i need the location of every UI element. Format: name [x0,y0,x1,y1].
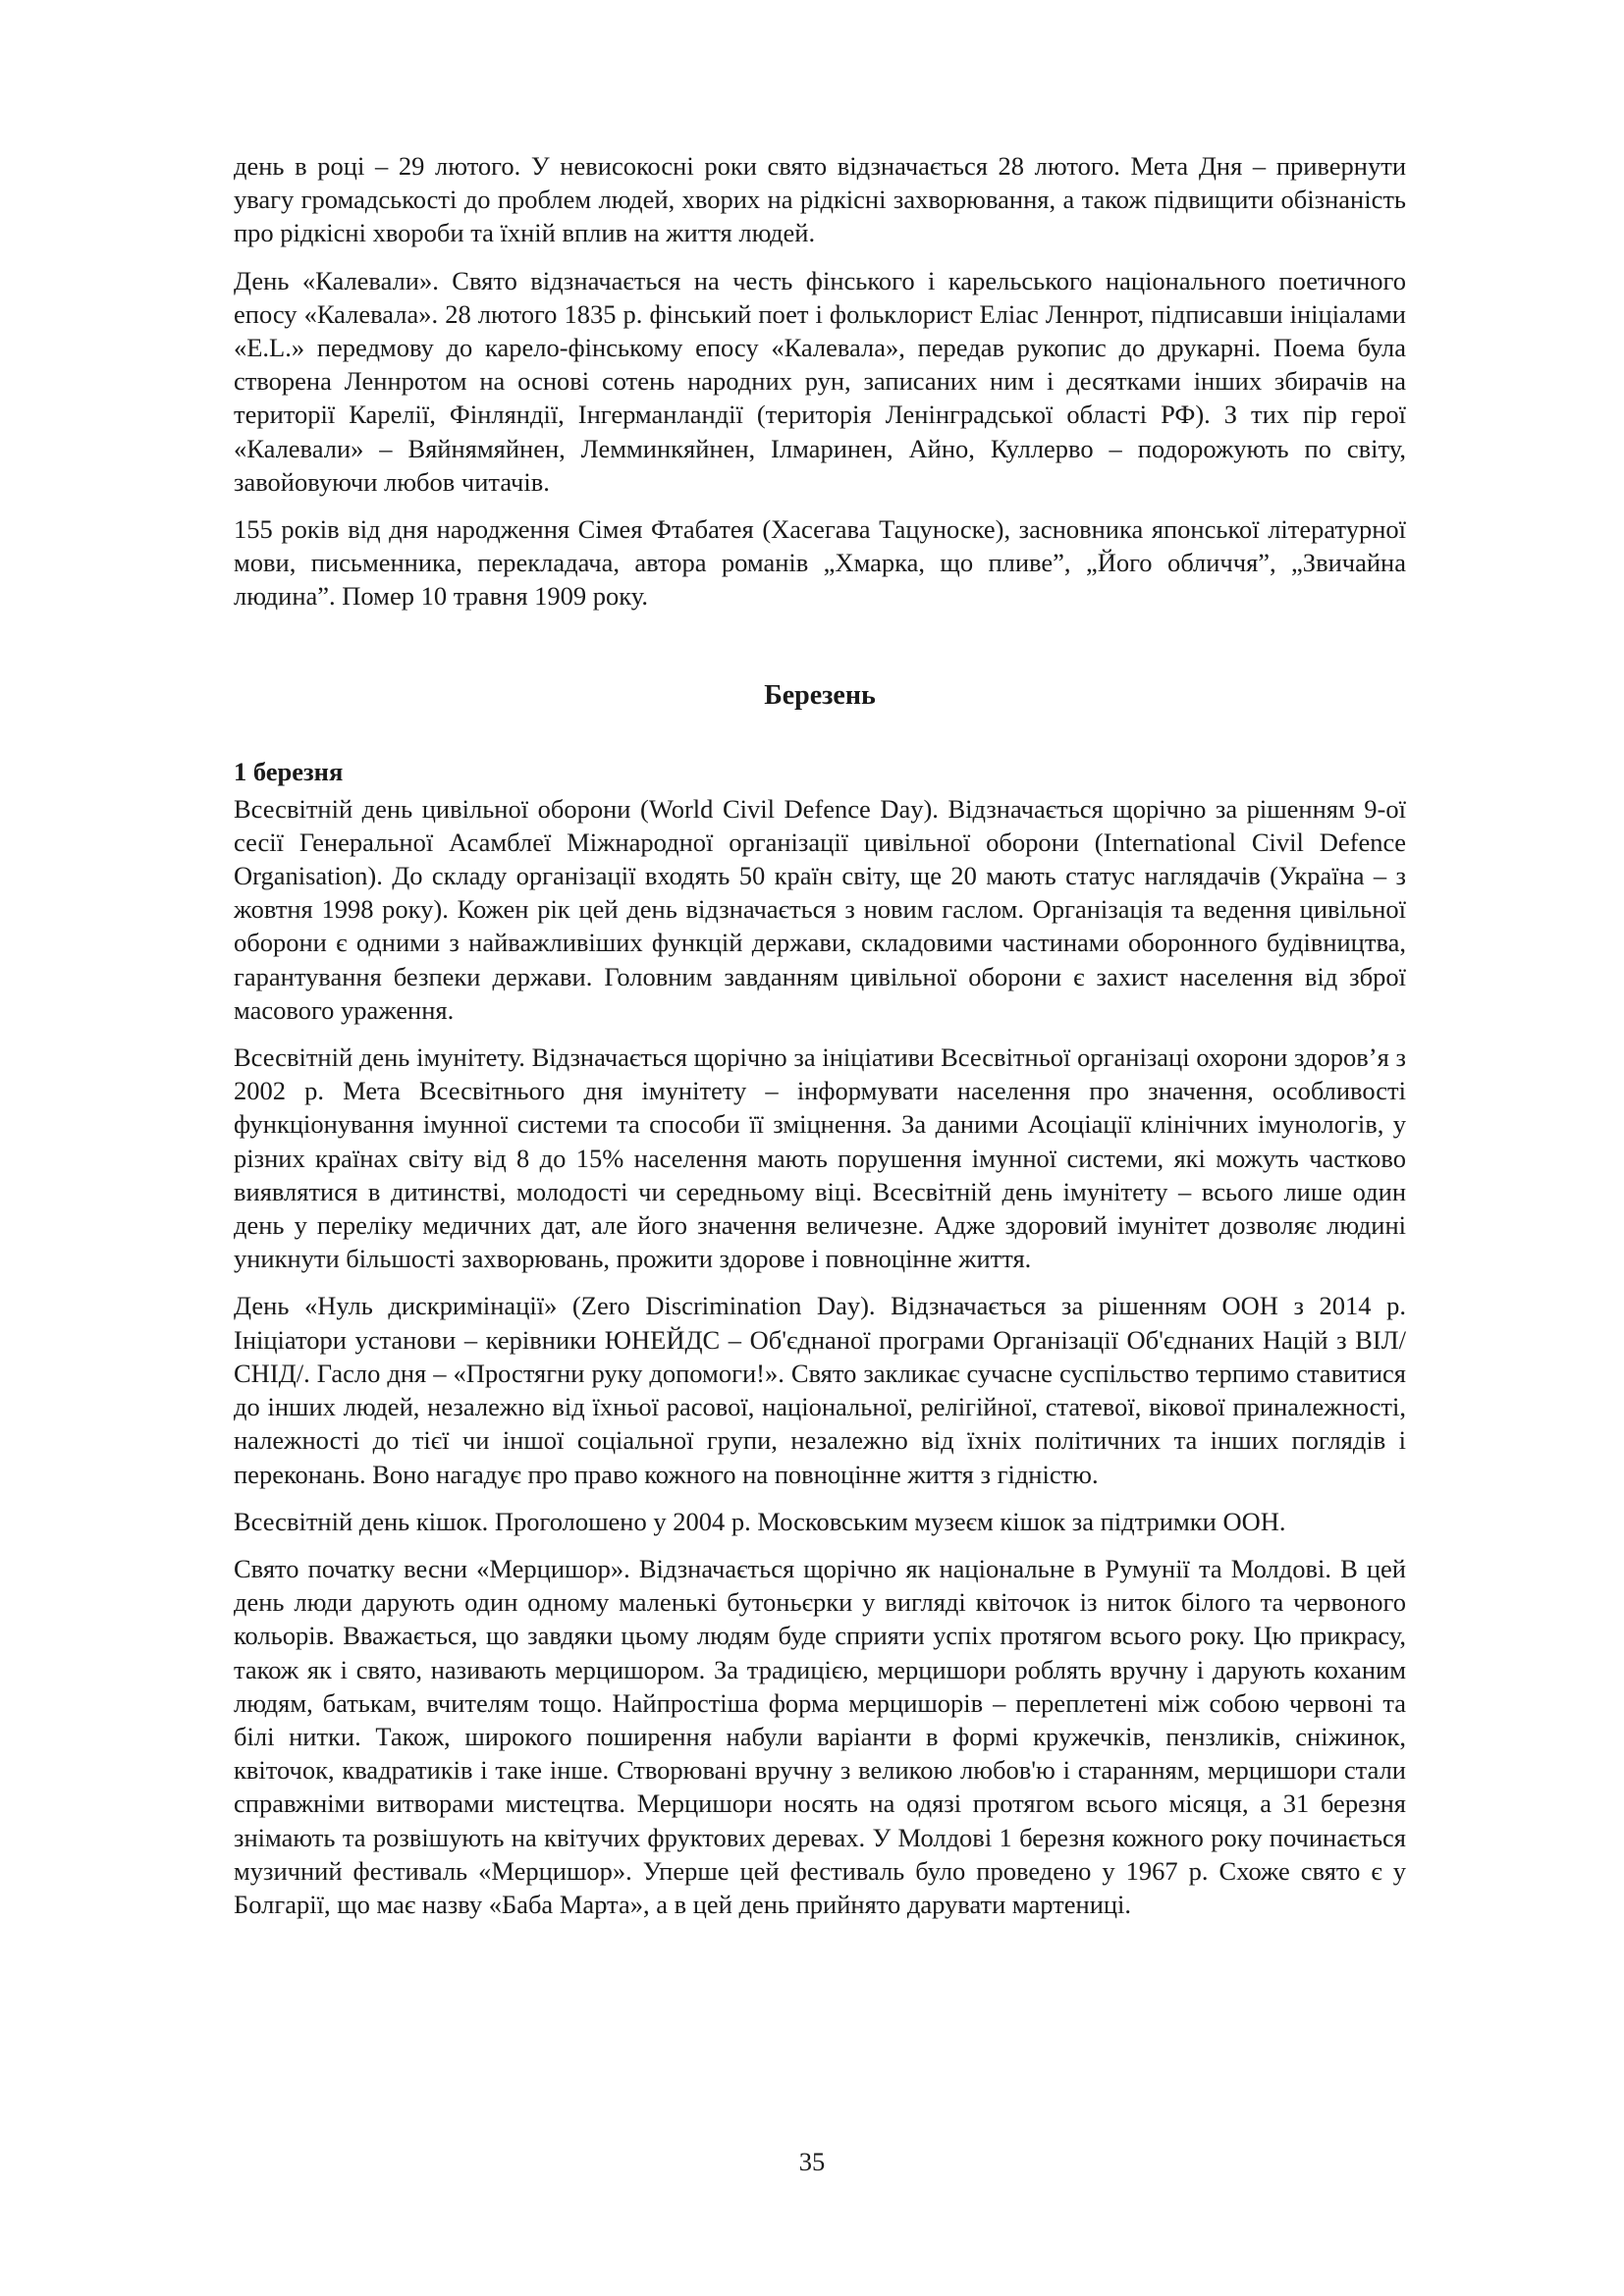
paragraph-zero-discrimination-day: День «Нуль дискримінації» (Zero Discrimination Day). Відзначається за рішенням ООН з 2014 р. Ініціатори установи – керівники ЮНЕЙДС – Об'єднаної програми Організації Об'єднаних Націй з ВІЛ/СНІД/. Гасло дня – «Простягни руку допомоги!». Свято закликає сучасне суспільство терпимо ставитися до інших людей, незалежно від їхньої расової, національної, релігійної, статевої, вікової приналежності, належності до тієї чи іншої соціальної групи, незалежно від їхніх політичних та інших поглядів і переконань. Воно нагадує про право кожного на повноцінне життя з гідністю. [234,1291,1406,1489]
page-number: 35 [798,2147,826,2176]
paragraph-rare-diseases-continued: день в році – 29 лютого. У невисокосні роки свято відзначається 28 лютого. Мета Дня – привернути увагу громадськості до проблем людей, хворих на рідкісні захворювання, а також підвищити обізнаність про рідкісні хвороби та їхній вплив на життя людей. [234,151,1406,248]
document-page [234,149,1406,1935]
paragraph-cats-day: Всесвітній день кішок. Проголошено у 2004 р. Московським музеєм кішок за підтримки ООН. [234,1506,1286,1536]
paragraph-futabatei-anniversary: 155 років від дня народження Сімея Фтабатея (Хасегава Тацуноске), засновника японської літературної мови, письменника, перекладача, автора романів „Хмарка, що пливе”, „Його обличчя”, „Звичайна людина”. Помер 10 травня 1909 року. [234,514,1406,612]
paragraph-kalevala-day: День «Калевали». Свято відзначається на честь фінського і карельського національного поетичного епосу «Калевала». 28 лютого 1835 р. фінський поет і фольклорист Еліас Леннрот, підписавши ініціалами «E.L.» передмову до карело-фінському епосу «Калевала», передав рукопис до друкарні. Поема була створена Леннротом на основі сотень народних рун, записаних ним і десятками інших збирачів на території Карелії, Фінляндії, Інгерманландії (територія Ленінградської області РФ). З тих пір герої «Калевали» – Вяйнямяйнен, Лемминкяйнен, Ілмаринен, Айно, Куллерво – подорожують по світу, завойовуючи любов читачів. [234,265,1406,497]
paragraph-immunity-day: Всесвітній день імунітету. Відзначається щорічно за ініціативи Всесвітньої організаці охорони здоров’я з 2002 р. Мета Всесвітнього дня імунітету – інформувати населення про значення, особливості функціонування імунної системи та способи її зміцнення. За даними Асоціації клінічних імунологів, у різних країнах світу від 8 до 15% населення мають порушення імунної системи, які можуть частково виявлятися в дитинстві, молодості чи середньому віці. Всесвітній день імунітету – всього лише один день у переліку медичних дат, але його значення величезне. Адже здоровий імунітет дозволяє людині уникнути більшості захворювань, прожити здорове і повноцінне життя. [234,1042,1406,1274]
month-heading: Березень [764,679,876,711]
paragraph-civil-defence-day: Всесвітній день цивільної оборони (World Civil Defence Day). Відзначається щорічно за рішенням 9-ої сесії Генеральної Асамблеї Міжнародної організації цивільної оборони (International Civil Defence Organisation). До складу організації входять 50 країн світу, ще 20 мають статус наглядачів (Україна – з жовтня 1998 року). Кожен рік цей день відзначається з новим гаслом. Організація та ведення цивільної оборони є одними з найважливіших функцій держави, складовими частинами оборонного будівництва, гарантування безпеки держави. Головним завданням цивільної оборони є захист населення від зброї масового ураження. [234,793,1406,1025]
date-heading: 1 березня [234,756,344,786]
paragraph-martisor: Свято початку весни «Мерцишор». Відзначається щорічно як національне в Румунії та Молдові. В цей день люди дарують один одному маленькі бутоньєрки у вигляді квіточок із ниток білого та червоного кольорів. Вважається, що завдяки цьому людям буде сприяти успіх протягом всього року. Цю прикрасу, також як і свято, називають мерцишором. За традицією, мерцишори роблять вручну і дарують коханим людям, батькам, вчителям тощо. Найпростіша форма мерцишорів – переплетені між собою червоні та білі нитки. Також, широкого поширення набули варіанти в формі кружечків, пензликів, сніжинок, квіточок, квадратиків і таке інше. Створювані вручну з великою любов'ю і старанням, мерцишори стали справжніми витворами мистецтва. Мерцишори носять на одязі протягом всього місяця, а 31 березня знімають та розвішують на квітучих фруктових деревах. У Молдові 1 березня кожного року починається музичний фестиваль «Мерцишор». Уперше цей фестиваль було проведено у 1967 р. Схоже свято є у Болгарії, що має назву «Баба Марта», а в цей день прийнято дарувати мартениці. [234,1553,1406,1919]
